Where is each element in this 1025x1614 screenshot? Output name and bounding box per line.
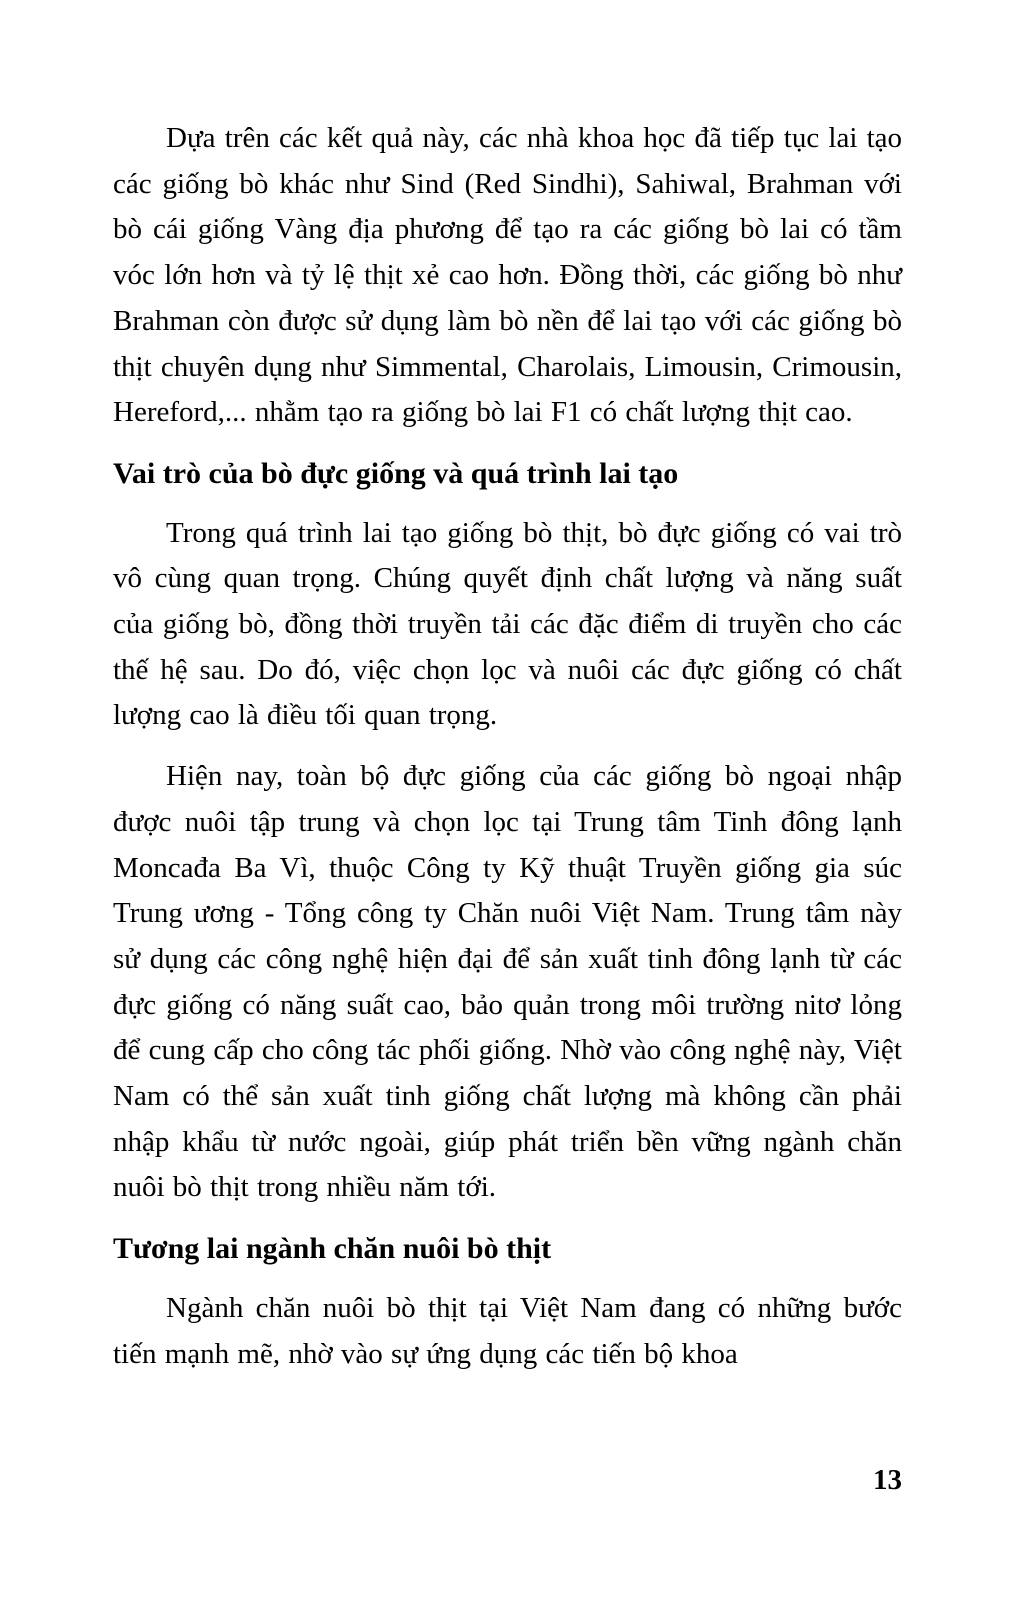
section-heading: Tương lai ngành chăn nuôi bò thịt [113,1232,552,1266]
body-paragraph: Dựa trên các kết quả này, các nhà khoa học đã tiếp tục lai tạo các giống bò khác như Sind (Red Sindhi), Sahiwal, Brahman với bò cái giống Vàng địa phương để tạo ra các giống bò lai có tầm vóc lớn hơn và tỷ lệ thịt xẻ cao hơn. Đồng thời, các giống bò như Brahman còn được sử dụng làm bò nền để lai tạo với các giống bò thịt chuyên dụng như Simmental, Charolais, Limousin, Crimousin, Hereford,... nhằm tạo ra giống bò lai F1 có chất lượng thịt cao. [113,122,902,429]
section-heading: Vai trò của bò đực giống và quá trình lai tạo [113,456,679,490]
page-number: 13 [873,1464,902,1496]
page-content [113,116,902,1377]
body-paragraph: Hiện nay, toàn bộ đực giống của các giống bò ngoại nhập được nuôi tập trung và chọn lọc tại Trung tâm Tinh đông lạnh Moncađa Ba Vì, thuộc Công ty Kỹ thuật Truyền giống gia súc Trung ương - Tổng công ty Chăn nuôi Việt Nam. Trung tâm này sử dụng các công nghệ hiện đại để sản xuất tinh đông lạnh từ các đực giống có năng suất cao, bảo quản trong môi trường nitơ lỏng để cung cấp cho công tác phối giống. Nhờ vào công nghệ này, Việt Nam có thể sản xuất tinh giống chất lượng mà không cần phải nhập khẩu từ nước ngoài, giúp phát triển bền vững ngành chăn nuôi bò thịt trong nhiều năm tới. [113,760,902,1204]
body-paragraph: Ngành chăn nuôi bò thịt tại Việt Nam đang có những bước tiến mạnh mẽ, nhờ vào sự ứng dụng các tiến bộ khoa [113,1291,902,1370]
body-paragraph: Trong quá trình lai tạo giống bò thịt, bò đực giống có vai trò vô cùng quan trọng. Chúng quyết định chất lượng và năng suất của giống bò, đồng thời truyền tải các đặc điểm di truyền cho các thế hệ sau. Do đó, việc chọn lọc và nuôi các đực giống có chất lượng cao là điều tối quan trọng. [113,516,902,732]
